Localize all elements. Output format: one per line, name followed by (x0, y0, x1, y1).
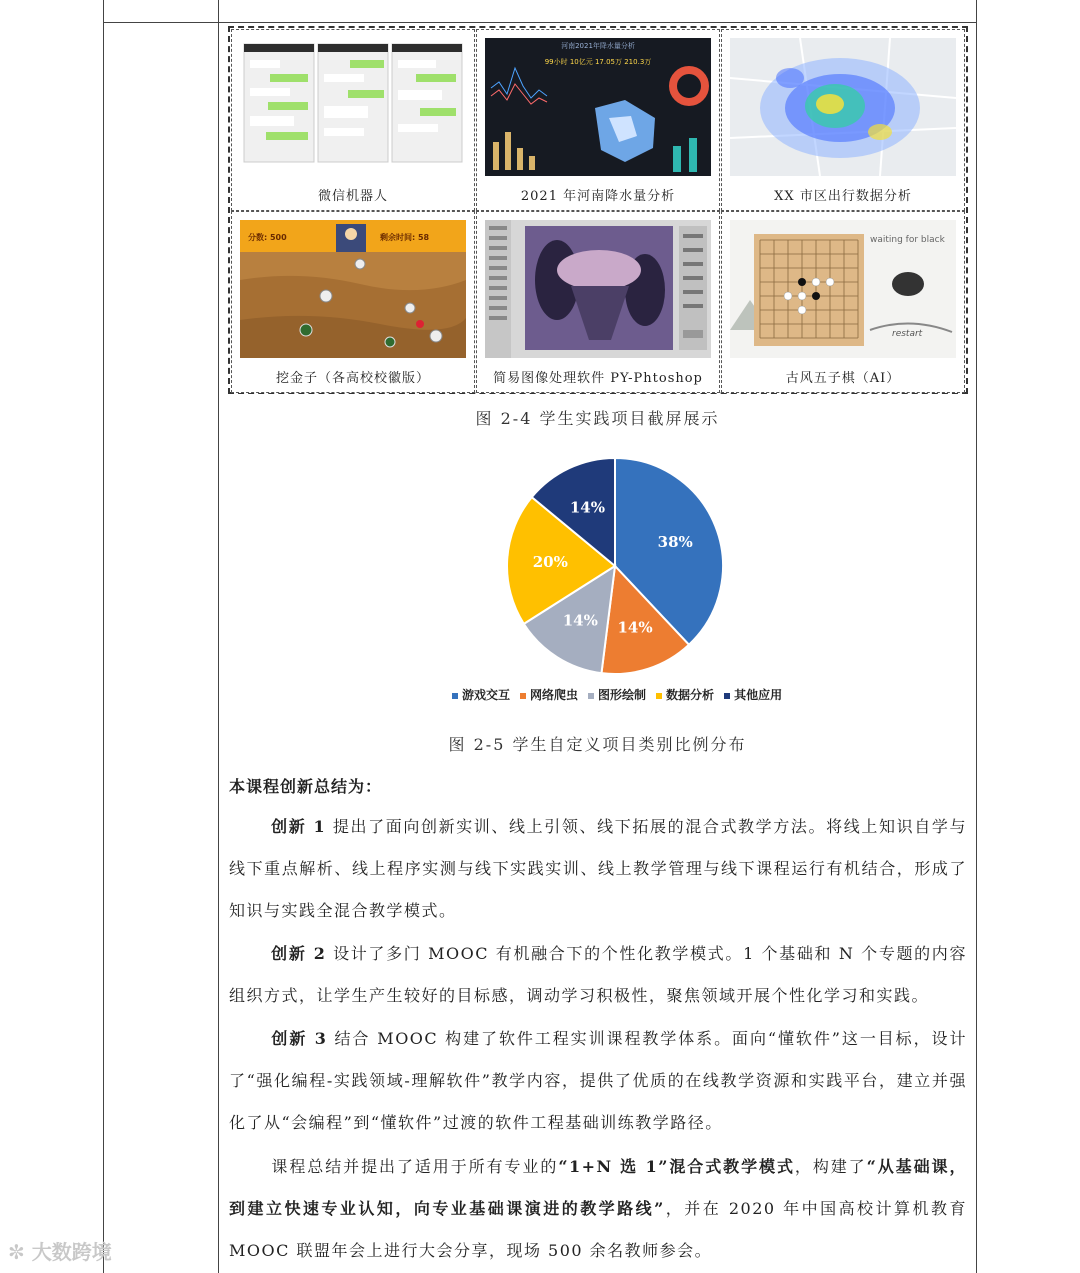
innovation-2-label: 创新 2 (271, 944, 327, 963)
summary-heading: 本课程创新总结为： (229, 777, 383, 796)
figure-2-4-caption: 图 2-4 学生实践项目截屏展示 (475, 409, 720, 428)
legend-swatch-4 (724, 693, 730, 699)
pie-slice-label-4: 14% (569, 498, 605, 517)
wechat-robot-screenshot (240, 38, 466, 176)
closing-paragraph (229, 1146, 967, 1272)
legend-swatch-2 (588, 693, 594, 699)
innovation-3-label: 创新 3 (271, 1029, 328, 1048)
table-border-left (103, 0, 104, 1273)
legend-label-0: 游戏交互 (462, 688, 511, 702)
legend-label-4: 其他应用 (734, 688, 783, 702)
table-border-middle (218, 0, 219, 1273)
gomoku-game-screenshot (730, 220, 956, 358)
innovation-2-paragraph (229, 933, 967, 1017)
innovation-1-paragraph (229, 806, 967, 932)
watermark-text: 大数跨境 (31, 1240, 112, 1264)
pie-chart-legend (452, 686, 792, 703)
project-category-pie-chart (440, 448, 800, 718)
innovation-1-label: 创新 1 (271, 817, 327, 836)
screenshot-cell-wechat (231, 29, 475, 211)
legend-label-2: 图形绘制 (598, 688, 647, 702)
screenshot-cell-gomoku (721, 211, 965, 393)
figure-2-5-caption: 图 2-5 学生自定义项目类别比例分布 (448, 735, 747, 754)
legend-item-1 (520, 688, 578, 702)
screenshot-caption: 简易图像处理软件 PY-Phtoshop (493, 371, 703, 386)
innovation-3-text: 结合 MOOC 构建了软件工程实训课程教学体系。面向“懂软件”这一目标，设计了“强化编程-实践领域-理解软件”教学内容，提供了优质的在线教学资源和实践平台，建立并强化了从“会编程”到“懂软件”过渡的软件工程基础训练教学路径。 (229, 1029, 967, 1132)
screenshot-cell-heatmap (721, 29, 965, 211)
gomoku-status-text: waiting for black (870, 235, 945, 245)
game-score-right: 剩余时间: 58 (380, 233, 430, 242)
innovation-1-text: 提出了面向创新实训、线上引领、线下拓展的混合式教学方法。将线上知识自学与线下重点解析、线上程序实测与线下实践实训、线上教学管理与线下课程运行有机结合，形成了知识与实践全混合教学模式。 (229, 817, 967, 920)
pie-slice-label-1: 14% (617, 618, 653, 637)
legend-label-1: 网络爬虫 (530, 688, 579, 702)
screenshot-caption: 挖金子（各高校校徽版） (275, 371, 430, 386)
legend-item-3 (656, 688, 714, 702)
closing-post-text: ，并在 2020 年中国高校计算机教育 MOOC 联盟年会上进行大会分享，现场 500 余名教师参会。 (229, 1199, 967, 1260)
closing-bold-route: “从基础课，到建立快速专业认知，向专业基础课演进的教学路线” (229, 1157, 967, 1218)
closing-bold-model: “1+N 选 1”混合式教学模式 (558, 1157, 795, 1176)
legend-label-3: 数据分析 (666, 688, 715, 702)
pie-slice-label-0: 38% (657, 533, 693, 552)
watermark-logo: ✼ 大数跨境 (8, 1240, 112, 1264)
gomoku-restart-button: restart (892, 329, 923, 339)
screenshot-cell-game (231, 211, 475, 393)
dashboard-title: 河南2021年降水量分析 (561, 42, 635, 50)
innovation-3-paragraph (229, 1018, 967, 1144)
table-border-right (976, 0, 977, 1273)
game-score-left: 分数: 500 (248, 233, 287, 242)
screenshot-cell-editor (476, 211, 720, 393)
rainfall-dashboard-screenshot (485, 38, 711, 176)
legend-item-2 (588, 688, 646, 702)
legend-item-0 (452, 688, 510, 702)
pie-slice-label-3: 20% (532, 552, 568, 571)
legend-item-4 (724, 688, 782, 702)
screenshot-caption: 微信机器人 (317, 189, 388, 204)
gold-mining-game-screenshot (240, 220, 466, 358)
table-border-top (103, 22, 977, 23)
innovation-2-text: 设计了多门 MOOC 有机融合下的个性化教学模式。1 个基础和 N 个专题的内容组织方式，让学生产生较好的目标感，调动学习积极性，聚焦领域开展个性化学习和实践。 (229, 944, 967, 1005)
screenshot-cell-dashboard (476, 29, 720, 211)
closing-mid-text: ，构建了 (794, 1157, 867, 1176)
travel-heatmap-screenshot (730, 38, 956, 176)
legend-swatch-1 (520, 693, 526, 699)
screenshot-caption: XX 市区出行数据分析 (774, 189, 912, 204)
screenshot-caption: 2021 年河南降水量分析 (520, 189, 676, 204)
pie-slice-label-2: 14% (562, 611, 598, 630)
pie-chart-svg (440, 448, 800, 678)
image-editor-screenshot (485, 220, 711, 358)
project-screenshot-grid (228, 26, 968, 394)
screenshot-caption: 古风五子棋（AI） (785, 371, 901, 386)
closing-pre-text: 课程总结并提出了适用于所有专业的 (271, 1157, 559, 1176)
dashboard-stats: 99小时 10亿元 17.05万 210.3万 (544, 58, 652, 66)
legend-swatch-3 (656, 693, 662, 699)
legend-swatch-0 (452, 693, 458, 699)
